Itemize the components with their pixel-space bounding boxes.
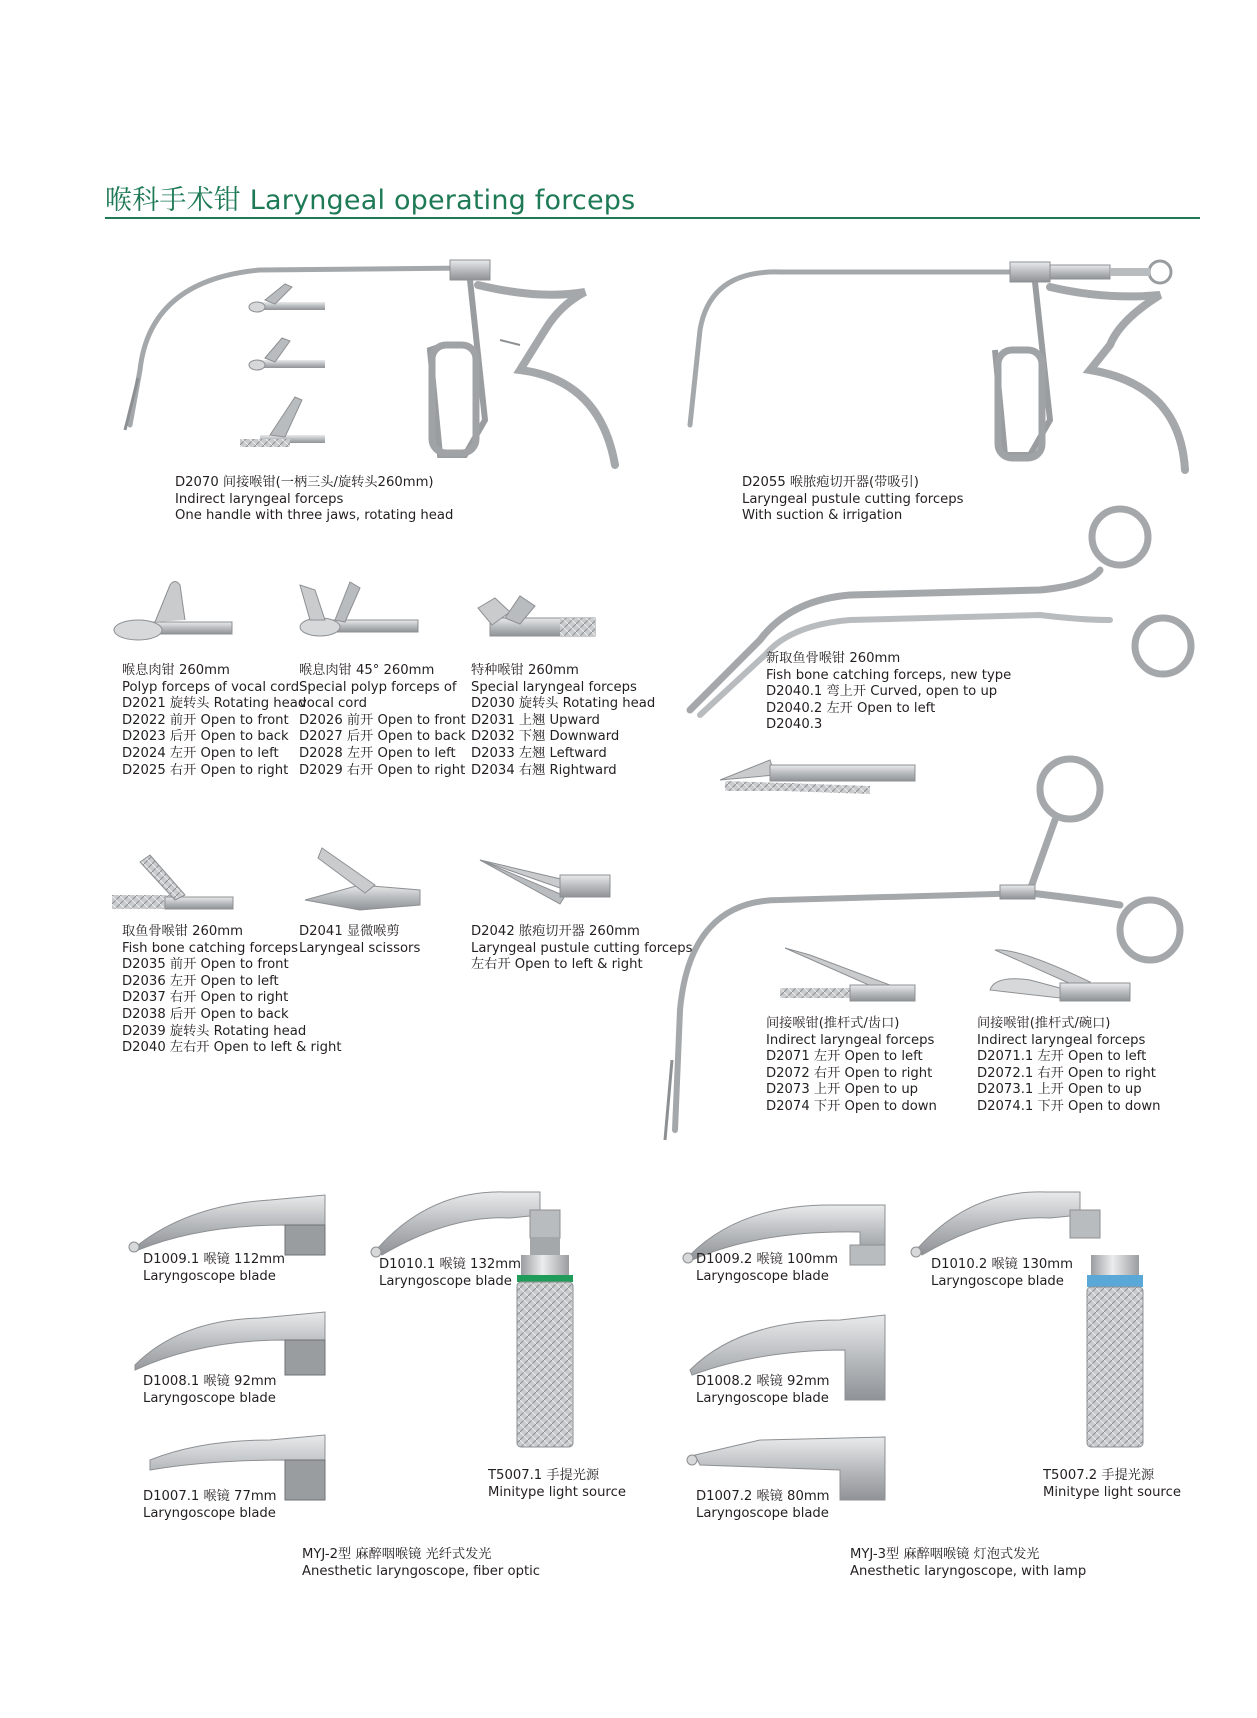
pustule-caption: D2042 脓疱切开器 260mm Laryngeal pustule cutting forceps 左右开 Open to left & right [471,924,693,973]
d1010-1-blade-image [371,1192,573,1447]
d1010-2-caption: D1010.2 喉镜 130mm Laryngoscope blade [931,1257,1073,1289]
indirect-cup-tip-image [990,950,1130,1001]
d2055-caption: D2055 喉脓疱切开器(带吸引) Laryngeal pustule cutting forceps With suction & irrigation [742,475,964,524]
d1007-2-caption: D1007.2 喉镜 80mm Laryngoscope blade [696,1489,830,1521]
myj2-caption: MYJ-2型 麻醉咽喉镜 光纤式发光 Anesthetic laryngoscope, fiber optic [302,1547,541,1579]
polyp45-caption: 喉息肉钳 45° 260mm Special polyp forceps of vocal cord D2026 前开 Open to front D2027 后开 Open to back D2028 左开 Open to left D2029 右开 Open to right [299,663,466,778]
d1009-2-caption: D1009.2 喉镜 100mm Laryngoscope blade [696,1252,838,1284]
fish-bone-new-forceps-image [690,509,1191,791]
t5007-1-caption: T5007.1 手提光源 Minitype light source [488,1468,626,1500]
d2070-caption: D2070 间接喉钳(一柄三头/旋转头260mm) Indirect laryngeal forceps One handle with three jaws, rotating head [175,475,454,524]
polyp-caption: 喉息肉钳 260mm Polyp forceps of vocal cord D2021 旋转头 Rotating head D2022 前开 Open to front D2023 后开 Open to back D2024 左开 Open to left D2025 右开 Open to right [122,663,307,778]
polyp-forceps-tip-image [114,582,232,641]
d1010-1-caption: D1010.1 喉镜 132mm Laryngoscope blade [379,1257,521,1289]
laryngeal-scissors-image [305,848,420,910]
scissors-caption: D2041 显微喉剪 Laryngeal scissors [299,924,421,956]
indirect-cup-caption: 间接喉钳(推杆式/碗口) Indirect laryngeal forceps D2071.1 左开 Open to left D2072.1 右开 Open to right D2073.1 上开 Open to up D2074.1 下开 Open to down [977,1016,1161,1114]
d1008-1-blade-image [135,1312,325,1375]
d1009-1-caption: D1009.1 喉镜 112mm Laryngoscope blade [143,1252,285,1284]
fishnew-caption: 新取鱼骨喉钳 260mm Fish bone catching forceps, new type D2040.1 弯上开 Curved, open to up D2040.2 左开 Open to left D2040.3 [766,651,1012,733]
t5007-2-caption: T5007.2 手提光源 Minitype light source [1043,1468,1181,1500]
d2055-forceps-image [690,261,1185,470]
indirect-tooth-tip-image [780,948,915,1001]
special-forceps-tip-image [478,596,595,636]
d1008-2-caption: D1008.2 喉镜 92mm Laryngoscope blade [696,1374,830,1406]
page-title: 喉科手术钳 Laryngeal operating forceps [105,185,636,216]
d1007-1-caption: D1007.1 喉镜 77mm Laryngoscope blade [143,1489,277,1521]
polyp45-forceps-tip-image [300,582,418,636]
d2070-forceps-image [125,260,615,465]
pustule-cutter-tip-image [480,860,610,904]
fish-bone-forceps-tip-image [112,855,233,909]
d1009-1-blade-image [129,1195,325,1255]
special-caption: 特种喉钳 260mm Special laryngeal forceps D2030 旋转头 Rotating head D2031 上翘 Upward D2032 下翘 Downward D2033 左翘 Leftward D2034 右翘 Rightward [471,663,656,778]
fish-caption: 取鱼骨喉钳 260mm Fish bone catching forceps D2035 前开 Open to front D2036 左开 Open to left D2037 右开 Open to right D2038 后开 Open to back D2039 旋转头 Rotating head D2040 左右开 Open to left & right [122,924,342,1056]
d1008-1-caption: D1008.1 喉镜 92mm Laryngoscope blade [143,1374,277,1406]
d1010-2-blade-image [911,1192,1143,1447]
myj3-caption: MYJ-3型 麻醉咽喉镜 灯泡式发光 Anesthetic laryngoscope, with lamp [850,1547,1087,1579]
indirect-tooth-caption: 间接喉钳(推杆式/齿口) Indirect laryngeal forceps D2071 左开 Open to left D2072 右开 Open to right D2073 上开 Open to up D2074 下开 Open to down [766,1016,937,1114]
